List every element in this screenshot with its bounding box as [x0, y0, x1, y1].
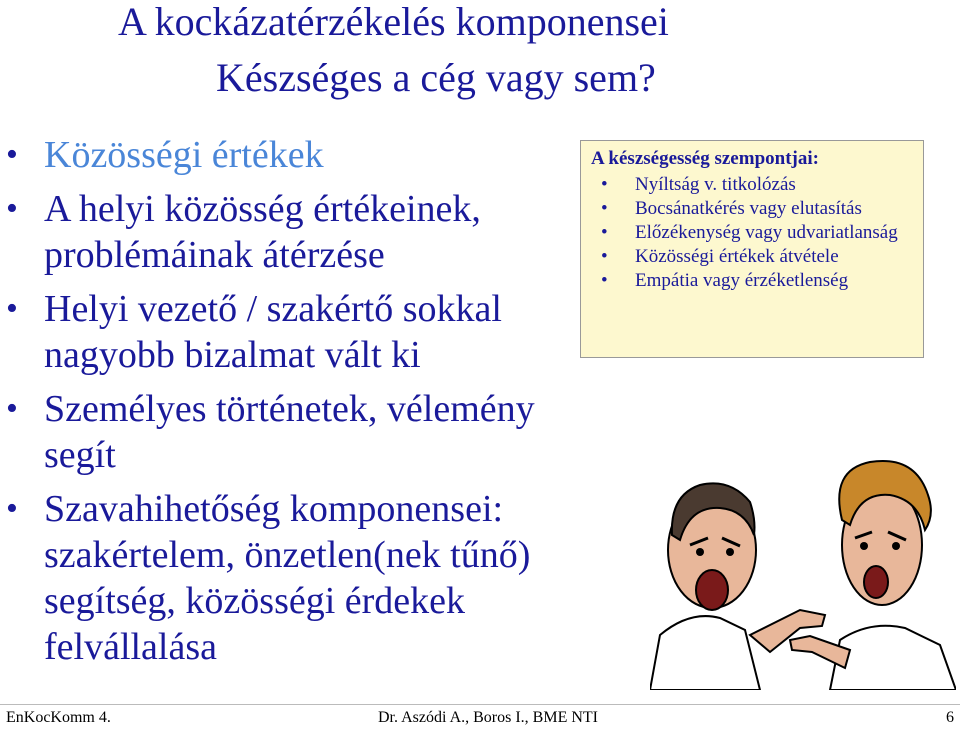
criteria-item [591, 269, 913, 293]
bullet-text: Közösségi értékek [44, 134, 324, 176]
criteria-dot: • [601, 222, 608, 243]
slide-subtitle: Készséges a cég vagy sem? [216, 55, 656, 100]
criteria-item [591, 173, 913, 197]
criteria-text: Bocsánatkérés vagy elutasítás [635, 198, 862, 219]
criteria-dot: • [601, 270, 608, 291]
page-number: 6 [946, 709, 954, 726]
footer-center: Dr. Aszódi A., Boros I., BME NTI [378, 709, 598, 726]
bullet-text: Személyes történetek, vélemény segít [44, 388, 535, 476]
arguing-men-illustration [650, 440, 956, 690]
criteria-text: Közösségi értékek átvétele [635, 246, 839, 267]
criteria-heading: A készségesség szempontjai: [591, 148, 819, 169]
footer [0, 704, 960, 729]
criteria-box [580, 140, 924, 358]
left-man-figure [650, 483, 825, 690]
bullet-item [0, 132, 580, 178]
criteria-text: Empátia vagy érzéketlenség [635, 270, 849, 291]
bullet-dot: • [6, 390, 18, 427]
bullet-dot: • [6, 190, 18, 227]
criteria-dot: • [601, 174, 608, 195]
bullet-list [0, 132, 580, 678]
criteria-text: Nyíltság v. titkolózás [635, 174, 796, 195]
bullet-text: A helyi közösség értékeinek, problémáinak átérzése [44, 188, 481, 276]
bullet-dot: • [6, 290, 18, 327]
bullet-dot: • [6, 136, 18, 173]
bullet-text: Szavahihetőség komponensei: szakértelem, önzetlen(nek tűnő) segítség, közösségi érdekek felvállalása [44, 488, 531, 668]
criteria-item [591, 221, 913, 245]
footer-left: EnKocKomm 4. [6, 709, 111, 726]
criteria-list [591, 173, 913, 293]
bullet-item [0, 286, 580, 378]
criteria-text: Előzékenység vagy udvariatlanság [635, 222, 898, 243]
right-man-figure [790, 461, 956, 690]
bullet-item [0, 486, 580, 670]
slide-title: A kockázatérzékelés komponensei [118, 0, 669, 44]
bullet-dot: • [6, 490, 18, 527]
criteria-dot: • [601, 246, 608, 267]
bullet-item [0, 186, 580, 278]
criteria-item [591, 197, 913, 221]
bullet-text: Helyi vezető / szakértő sokkal nagyobb bizalmat vált ki [44, 288, 502, 376]
criteria-item [591, 245, 913, 269]
bullet-item [0, 386, 580, 478]
criteria-dot: • [601, 198, 608, 219]
